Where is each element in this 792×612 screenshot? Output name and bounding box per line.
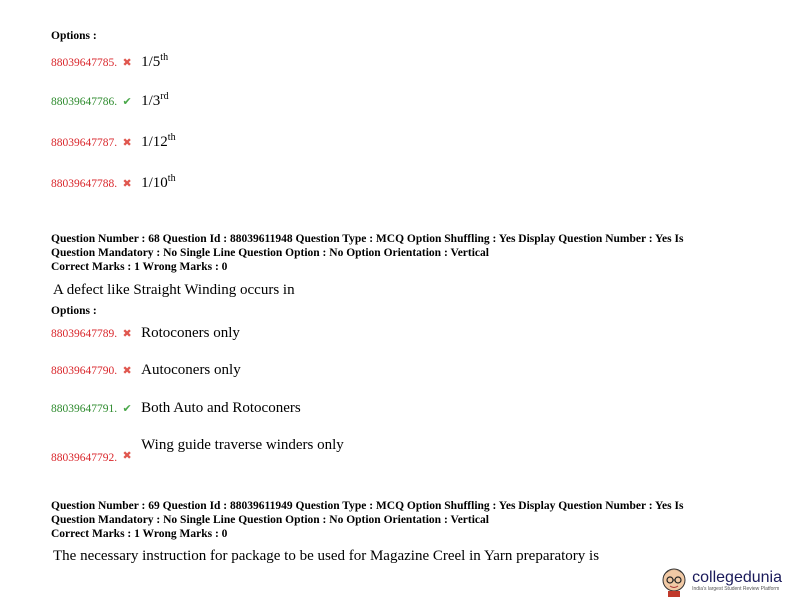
option-row[interactable] <box>51 436 344 464</box>
question-text: A defect like Straight Winding occurs in <box>53 282 295 298</box>
option-id: 88039647791. <box>51 403 118 415</box>
option-text: Wing guide traverse winders only <box>141 437 344 453</box>
check-icon: ✔ <box>122 96 132 108</box>
option-text: 1/10th <box>141 173 176 191</box>
cross-icon: ✖ <box>122 178 132 190</box>
option-row[interactable] <box>51 399 301 417</box>
option-row[interactable] <box>51 361 241 379</box>
cross-icon: ✖ <box>122 450 132 462</box>
question-marks: Correct Marks : 1 Wrong Marks : 0 <box>51 261 228 273</box>
question-meta-line1: Question Number : 69 Question Id : 88039611949 Question Type : MCQ Option Shuffling : Yes Display Question Number : Yes Is <box>51 500 684 512</box>
cross-icon: ✖ <box>122 328 132 340</box>
option-row[interactable] <box>51 52 168 71</box>
options-label: Options : <box>51 305 97 317</box>
question-meta <box>51 232 683 274</box>
cross-icon: ✖ <box>122 137 132 149</box>
student-mascot-icon <box>659 564 689 598</box>
question-meta-line2: Question Mandatory : No Single Line Question Option : No Option Orientation : Vertical <box>51 247 489 259</box>
option-row[interactable] <box>51 173 176 192</box>
check-icon: ✔ <box>122 403 132 415</box>
option-text: Rotoconers only <box>141 325 240 341</box>
option-id: 88039647790. <box>51 365 118 377</box>
question-meta <box>51 499 683 541</box>
option-text: Both Auto and Rotoconers <box>141 400 301 416</box>
cross-icon: ✖ <box>122 365 132 377</box>
cross-icon: ✖ <box>122 57 132 69</box>
option-id: 88039647786. <box>51 96 118 108</box>
options-label: Options : <box>51 30 97 42</box>
option-id: 88039647788. <box>51 178 118 190</box>
option-row[interactable] <box>51 91 169 110</box>
question-text: The necessary instruction for package to be used for Magazine Creel in Yarn preparatory is <box>53 548 600 564</box>
logo-tagline: India's largest Student Review Platform <box>692 586 780 592</box>
option-id: 88039647792. <box>51 452 118 464</box>
option-id: 88039647789. <box>51 328 118 340</box>
question-meta-line1: Question Number : 68 Question Id : 88039611948 Question Type : MCQ Option Shuffling : Yes Display Question Number : Yes Is <box>51 233 684 245</box>
option-text: Autoconers only <box>141 362 241 378</box>
option-id: 88039647785. <box>51 57 118 69</box>
option-row[interactable] <box>51 324 240 342</box>
option-text: 1/3rd <box>141 91 169 109</box>
question-meta-line2: Question Mandatory : No Single Line Question Option : No Option Orientation : Vertical <box>51 514 489 526</box>
collegedunia-logo <box>659 564 782 598</box>
option-text: 1/12th <box>141 132 176 150</box>
question-marks: Correct Marks : 1 Wrong Marks : 0 <box>51 528 228 540</box>
option-row[interactable] <box>51 132 176 151</box>
option-id: 88039647787. <box>51 137 118 149</box>
option-text: 1/5th <box>141 52 169 70</box>
logo-name: collegedunia <box>692 569 782 586</box>
